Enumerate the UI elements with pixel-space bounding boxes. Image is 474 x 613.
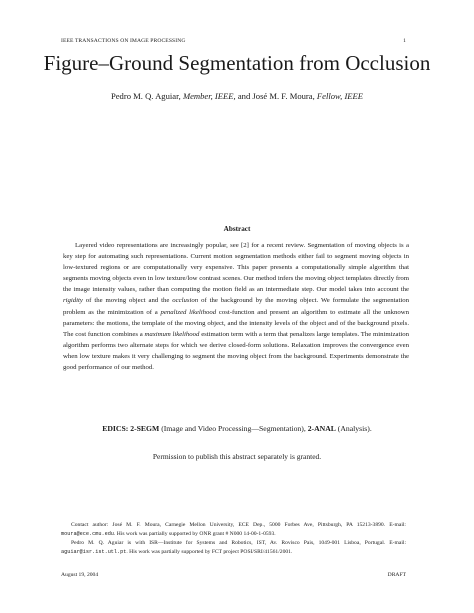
edics-line xyxy=(0,425,474,433)
abstract-term-occlusion: occlusion xyxy=(172,297,199,305)
running-header xyxy=(61,39,406,45)
abstract-text-1: Layered video representations are increasingly popular, see [2] for a recent review. Segmentation of moving objects is a key step for automating such representations. Current motion segmentation methods either fail to segment moving objects in low-textured regions or are computationally very expensive. This paper presents a computationally simple algorithm that segments moving objects even in low texture/low contrast scenes. Our method infers the moving object templates directly from the image intensity values, rather than computing the motion field as an intermediate step. Our model takes into account the xyxy=(63,242,409,294)
abstract-term-maxlik: maximum likelihood xyxy=(144,330,200,338)
journal-name: IEEE TRANSACTIONS ON IMAGE PROCESSING xyxy=(61,38,186,44)
abstract-body xyxy=(63,240,409,373)
running-footer xyxy=(61,573,406,579)
abstract-term-rigidity: rigidity xyxy=(63,297,83,305)
contact-email: moura@ece.cmu.edu xyxy=(61,531,114,537)
footnote-contact-text: Contact author: José M. F. Moura, Carnegie Mellon University, ECE Dep., 5000 Forbes Ave, Pittsburgh, PA 15213-3890. E-mail: xyxy=(71,522,406,528)
footnote-aguiar xyxy=(61,539,406,557)
author1-name: Pedro M. Q. Aguiar, xyxy=(110,91,181,101)
author1-role: Member, IEEE, xyxy=(182,91,236,101)
footnotes xyxy=(61,521,406,557)
edics-desc-1: (Image and Video Processing—Segmentation), xyxy=(161,424,306,433)
abstract-heading: Abstract xyxy=(223,225,251,233)
abstract-text-2: of the moving object and the xyxy=(85,297,170,305)
footer-date: August 19, 2004 xyxy=(61,572,99,578)
permission-note: Permission to publish this abstract separately is granted. xyxy=(152,452,322,461)
author2-role: Fellow, IEEE xyxy=(316,91,364,101)
author-line xyxy=(0,92,474,101)
aguiar-email: aguiar@isr.ist.utl.pt xyxy=(61,549,127,555)
abstract-text-3: of the background by the moving object. We formulate the segmentation problem as the minimization of a xyxy=(63,297,410,316)
paper-title: Figure–Ground Segmentation from Occlusion xyxy=(43,51,431,75)
edics-desc-2: (Analysis). xyxy=(337,424,372,433)
abstract-term-penalized: penalized likelihood xyxy=(160,308,217,316)
footnote-contact-tail: . His work was partially supported by ONR grant # N000 14-00-1-0593. xyxy=(113,531,276,537)
footer-status: DRAFT xyxy=(387,572,406,578)
edics-code-2: 2-ANAL xyxy=(307,424,336,433)
edics-code-1: 2-SEGM xyxy=(130,424,160,433)
page-number: 1 xyxy=(403,38,406,44)
abstract-text-4: cost-function and present an algorithm to estimate all the unknown parameters: the motions, the template of the moving object, and the intensity levels of the object and of the background pixels. The cost function combines a xyxy=(63,308,410,338)
author2-name: José M. F. Moura, xyxy=(252,91,315,101)
footnote-aguiar-tail: . His work was partially supported by FCT project POSI/SRI/41561/2001. xyxy=(126,549,293,555)
abstract-text-5: estimation term with a term that penalizes large templates. The minimization algorithm performs two alternate steps for which we derive closed-form solutions. Relaxation improves the convergence even when low texture makes it very challenging to segment the moving object from the background. Experiments demonstrate the good performance of our method. xyxy=(63,330,409,372)
author-connector: and xyxy=(237,91,251,101)
edics-label: EDICS: xyxy=(102,424,129,433)
footnote-contact xyxy=(61,521,406,539)
footnote-aguiar-text: Pedro M. Q. Aguiar is with ISR—Institute for Systems and Robotics, IST, Av. Rovisco Pais, 1049-001 Lisboa, Portugal. E-mail: xyxy=(71,540,406,546)
